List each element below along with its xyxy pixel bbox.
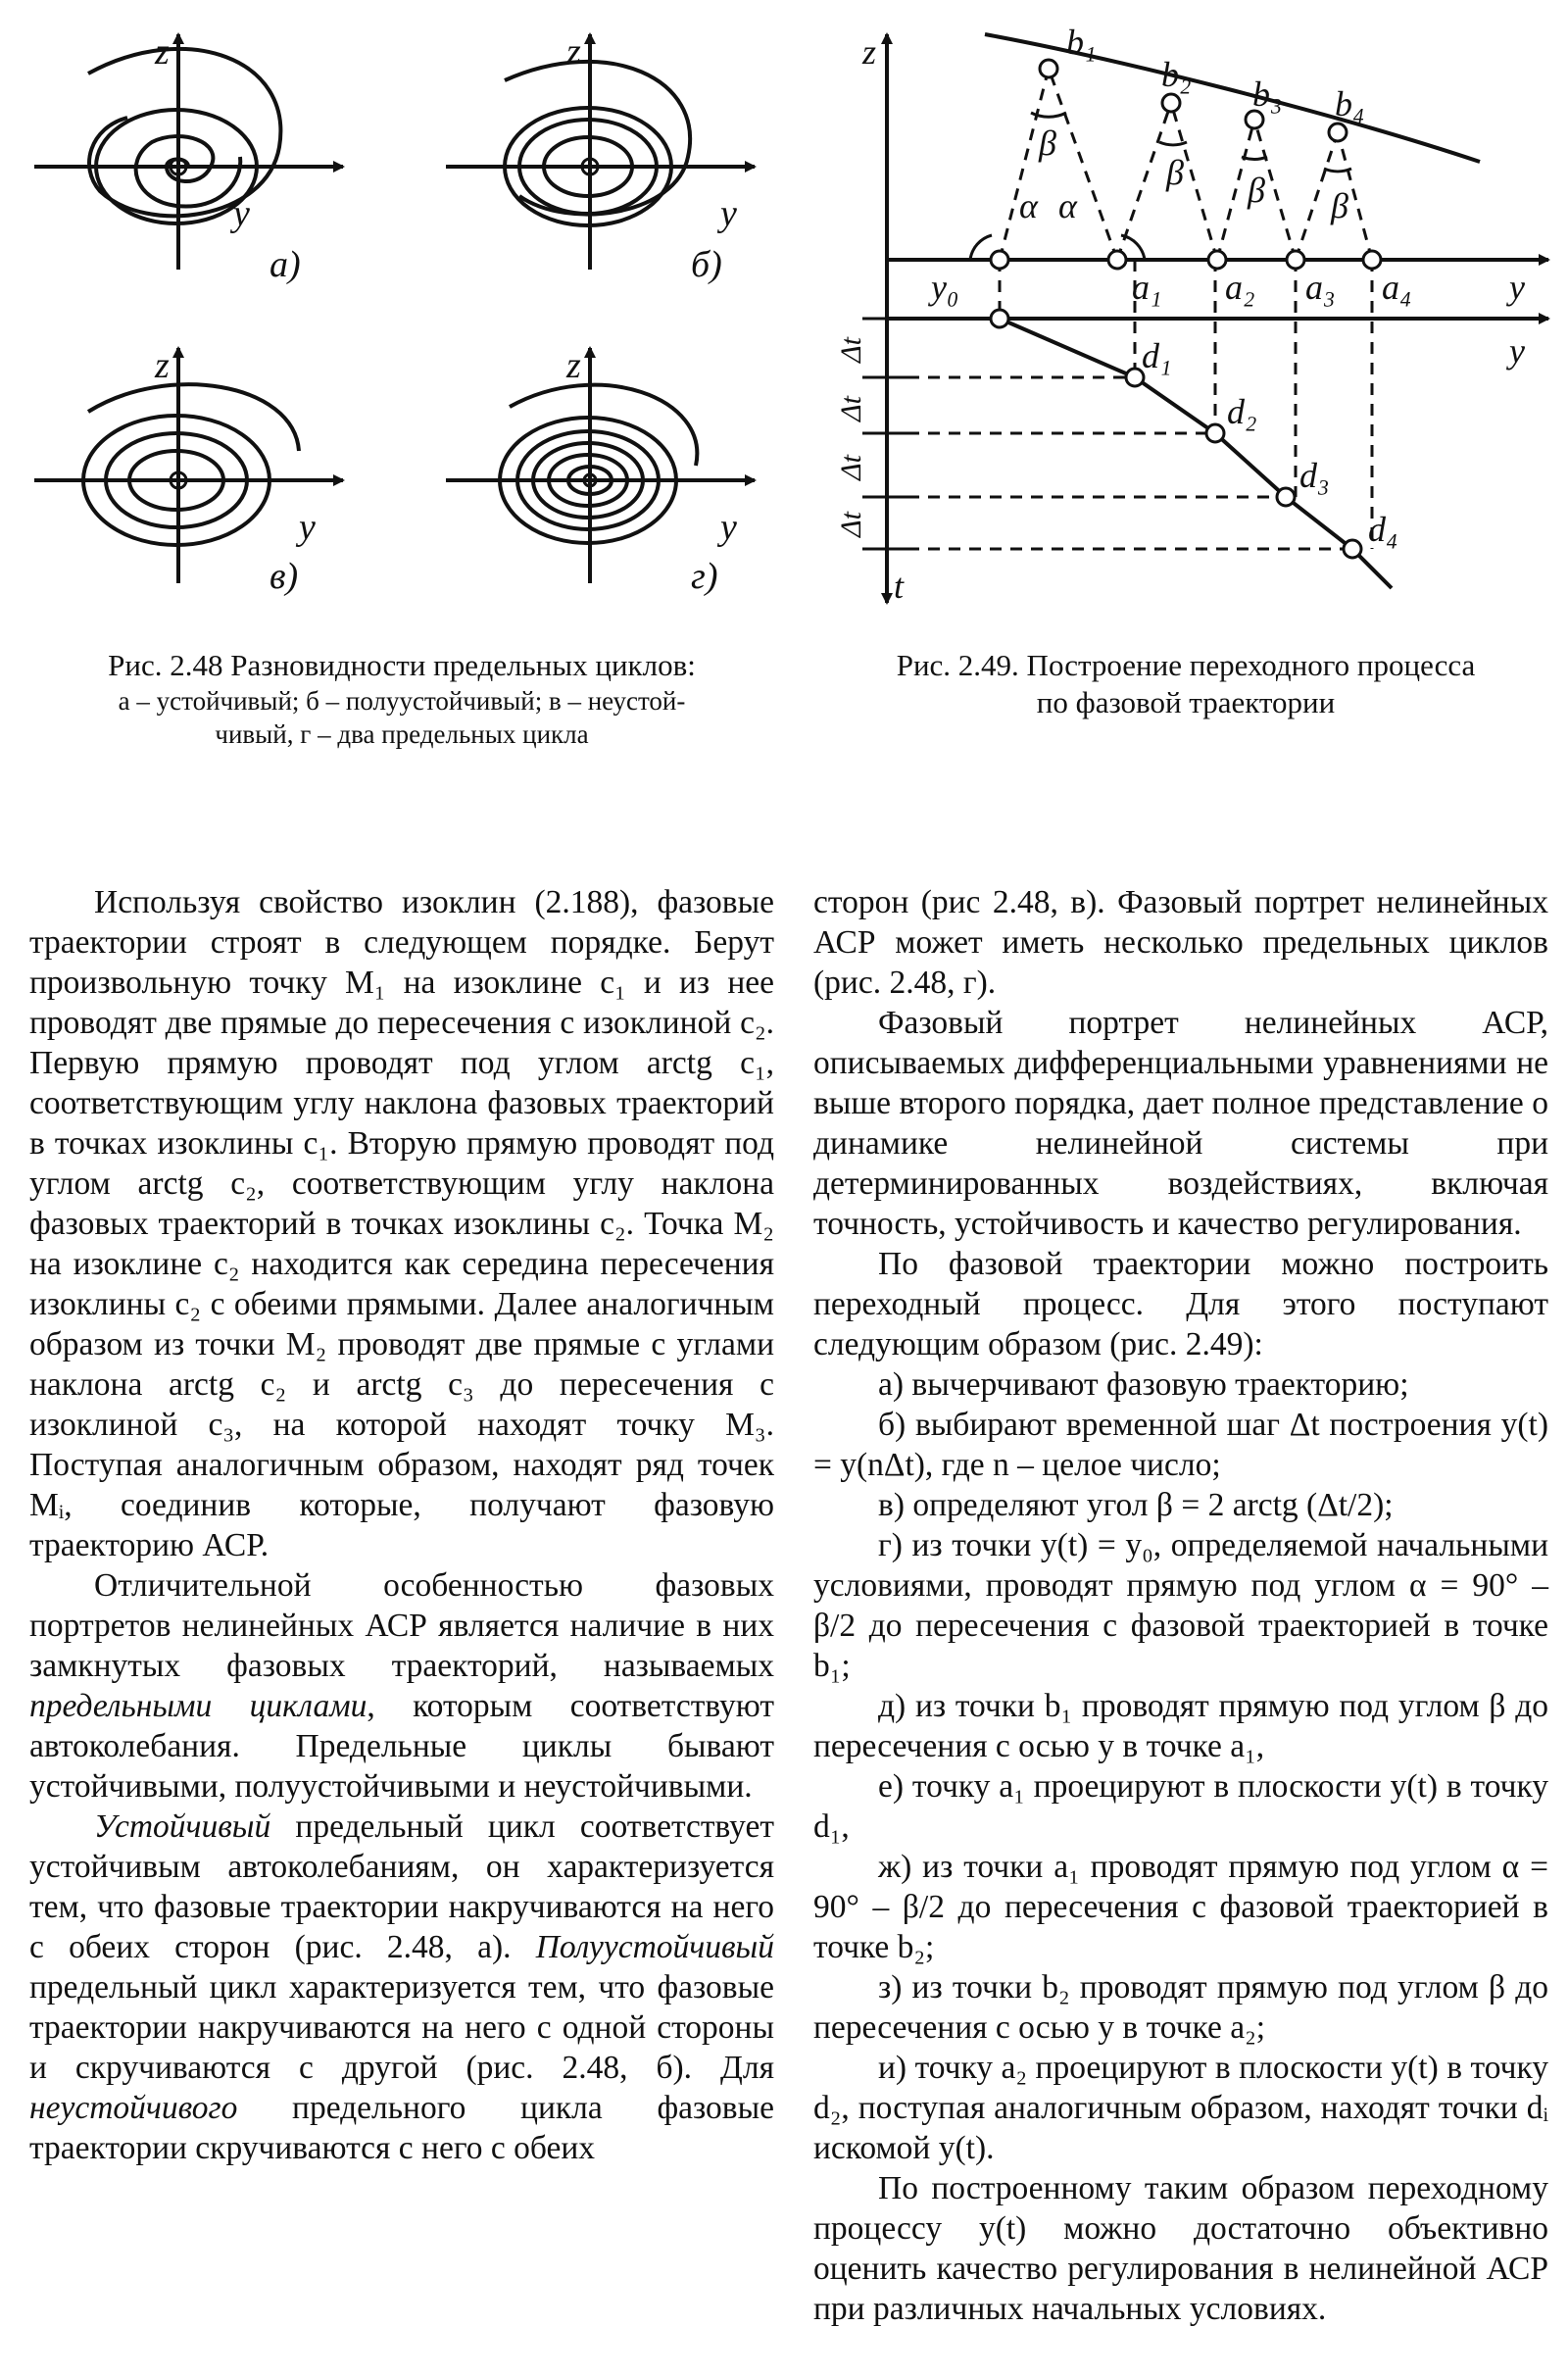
panel-c-z-label: z [155, 345, 170, 386]
text-span: Отличительной особенностью фазовых портретов нелинейных АСР является наличие в них замкнутых фазовых траекторий, называемых [29, 1567, 774, 1684]
label-z: z [862, 32, 877, 72]
label-a3: a₃ [1305, 268, 1336, 307]
step-g: ж) из точки a₁ проводят прямую под углом α = 90° – β/2 до пересечения с фазовой траекторией в точке b₂; [813, 1849, 1548, 1965]
paragraph-cycle-types [29, 1807, 774, 2168]
label-dt-4: Δt [835, 512, 867, 537]
panel-a-phase-portrait [34, 34, 343, 270]
panel-b-phase-portrait [446, 34, 755, 270]
term-limit-cycles: предельными циклами [29, 1688, 368, 1724]
right-column [813, 882, 1548, 2329]
paragraph-isoclines: Используя свойство изоклин (2.188), фазовые траектории строят в следующем порядке. Берут произвольную точку M₁ на изоклине c₁ и из нее проводят две прямые до пересечения с изоклиной c₂. Первую прямую проводят под углом arctg c₁, соответствующим углу наклона фазовых траекторий в точках изоклины c₁. Вторую прямую проводят под углом arctg c₂, соответствующим углу наклона фазовых траекторий в точках изоклины c₂. Точка M₂ на изоклине c₂ находится как середина пересечения изоклины c₂ с обеими прямыми. Далее аналогичным образом из точки M₂ проводят две прямые с углами наклона arctg c₂ и arctg c₃ до пересечения с изоклиной c₃, на которой находят точку M₃. Поступая аналогичным образом, находят ряд точек Mᵢ, соединив которые, получают фазовую траекторию АСР. [29, 884, 774, 1563]
panel-d-y-label: y [720, 507, 737, 548]
step-i: и) точку a₂ проецируют в плоскости y(t) в точку d₂, поступая аналогичным образом, находят точки dᵢ искомой y(t). [813, 2050, 1548, 2166]
label-t: t [894, 567, 905, 606]
label-b1: b₁ [1066, 23, 1097, 62]
label-d2: d₂ [1227, 392, 1257, 431]
point-y0-t [991, 310, 1008, 327]
term-semistable: Полуустойчивый [535, 1929, 774, 1965]
label-alpha-1: α [1019, 186, 1038, 225]
panel-a-z-label: z [155, 31, 170, 73]
paragraph-continuation: сторон (рис 2.48, в). Фазовый портрет нелинейных АСР может иметь несколько предельных циклов (рис. 2.48, г). [813, 884, 1548, 1001]
paragraph-phase-portrait: Фазовый портрет нелинейных АСР, описываемых дифференциальными уравнениями не выше второго порядка, дает полное представление о динамике нелинейной системы при детерминированных воздействиях, включая точность, устойчивость и качество регулирования. [813, 1005, 1548, 1242]
term-unstable: неустойчивого [29, 2090, 238, 2126]
point-b1 [1040, 60, 1057, 77]
figure-2-49 [823, 0, 1568, 618]
panel-c-tag: в) [270, 556, 299, 597]
point-a4 [1363, 251, 1381, 269]
point-a2 [1208, 251, 1226, 269]
point-b2 [1162, 94, 1180, 112]
panel-d-z-label: z [566, 345, 581, 386]
label-d3: d₃ [1299, 456, 1330, 495]
point-b4 [1329, 124, 1347, 141]
step-a: а) вычерчивают фазовую траекторию; [878, 1366, 1409, 1403]
point-y0 [991, 251, 1008, 269]
term-stable: Устойчивый [94, 1808, 271, 1845]
point-a3 [1287, 251, 1304, 269]
label-b4: b₄ [1335, 84, 1365, 124]
left-column [29, 882, 774, 2168]
text-span: , которым соответствуют автоколебания. Предельные циклы бывают устойчивыми, полуустойчивыми и неустойчивыми. [29, 1688, 774, 1805]
step-d: г) из точки y(t) = y₀, определяемой начальными условиями, проводят прямую под углом α = 90° – β/2 до пересечения с фазовой траекторией в точке b₁; [813, 1527, 1548, 1684]
label-alpha-2: α [1058, 186, 1077, 225]
step-b: б) выбирают временной шаг Δt построения y(t) = y(nΔt), где n – целое число; [813, 1407, 1548, 1483]
panel-d-tag: г) [691, 556, 718, 597]
point-d4 [1344, 540, 1361, 558]
label-y0: y₀ [931, 268, 959, 307]
step-e: д) из точки b₁ проводят прямую под углом β до пересечения с осью y в точке a₁, [813, 1688, 1548, 1764]
outer-spiral [88, 49, 280, 216]
panel-c-y-label: y [299, 507, 316, 548]
caption-line-1: Рис. 2.49. Построение переходного процесса [896, 648, 1476, 682]
panel-d-phase-portrait [446, 348, 755, 583]
caption-main: Рис. 2.48 Разновидности предельных циклов: [108, 648, 696, 682]
label-a1: a₁ [1132, 268, 1162, 307]
panel-c-phase-portrait [34, 348, 343, 583]
step-h: з) из точки b₂ проводят прямую под углом β до пересечения с осью y в точке a₂; [813, 1969, 1548, 2046]
label-dt-1: Δt [835, 337, 867, 363]
panel-a-y-label: y [233, 193, 250, 234]
label-d1: d₁ [1142, 336, 1172, 375]
label-a4: a₄ [1382, 268, 1412, 307]
caption-sub-1: а – устойчивый; б – полуустойчивый; в – неустой- [118, 686, 686, 716]
step-c: в) определяют угол β = 2 arctg (Δt/2); [878, 1487, 1394, 1523]
text-span: предельного цикла фазовые траектории скручиваются с него с обеих [29, 2090, 774, 2166]
point-a1 [1108, 251, 1126, 269]
caption-line-2: по фазовой траектории [1036, 685, 1336, 719]
text-span: предельный цикл характеризуется тем, что фазовые траектории накручиваются на него с одной стороны и скручиваются с другой (рис. 2.48, б). Для [29, 1969, 774, 2086]
point-d2 [1206, 424, 1224, 442]
paragraph-limit-cycles [29, 1565, 774, 1807]
label-b3: b₃ [1252, 74, 1283, 114]
label-beta-3: β [1248, 171, 1265, 210]
label-d4: d₄ [1368, 510, 1398, 549]
paragraph-transient-intro: По фазовой траектории можно построить переходный процесс. Для этого поступают следующим образом (рис. 2.49): [813, 1246, 1548, 1362]
label-beta-4: β [1331, 186, 1348, 225]
label-dt-2: Δt [835, 396, 867, 421]
label-dt-3: Δt [835, 455, 867, 480]
panel-a-tag: а) [270, 244, 301, 285]
label-y-2: y [1509, 331, 1525, 371]
point-d3 [1277, 488, 1295, 506]
label-beta-2: β [1166, 153, 1184, 192]
panel-b-y-label: y [720, 193, 737, 234]
step-f: е) точку a₁ проецируют в плоскости y(t) в точку d₁, [813, 1768, 1548, 1845]
label-beta-1: β [1039, 124, 1056, 163]
figure-2-48-caption [39, 647, 764, 751]
label-a2: a₂ [1225, 268, 1255, 307]
text-span: предельный цикл соответствует устойчивым автоколебаниям, он характеризуется тем, что фазовые траектории накручиваются на него с обеих сторон (рис. 2.48, а). [29, 1808, 774, 1965]
figure-2-48 [20, 20, 784, 608]
label-y: y [1509, 268, 1525, 307]
label-b2: b₂ [1161, 55, 1192, 94]
figure-2-49-caption [813, 647, 1558, 721]
panel-b-tag: б) [691, 244, 722, 285]
inner-spiral [136, 136, 241, 207]
paragraph-conclusion: По построенному таким образом переходному процессу y(t) можно достаточно объективно оценить качество регулирования в нелинейной АСР при различных начальных условиях. [813, 2170, 1548, 2327]
panel-b-z-label: z [566, 31, 581, 73]
caption-sub-2: чивый, г – два предельных цикла [215, 719, 589, 749]
